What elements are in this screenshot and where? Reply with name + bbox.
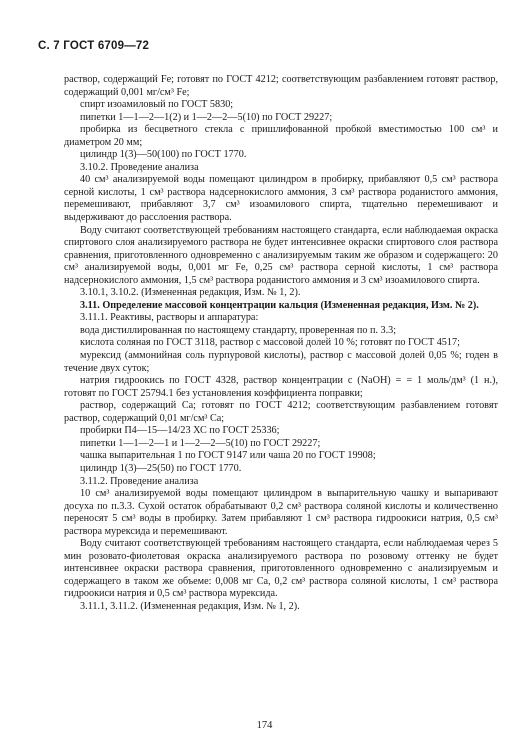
paragraph: 40 см³ анализируемой воды помещают цилиндром в пробирку, прибавляют 0,5 см³ раствора серной кислоты, 1 см³ раствора надсернокислого аммония, 3 см³ раствора роданистого аммония, перемешивают, прибавляют 3,7 см³ изоамилового спирта, тщательно перемешивают и выдерживают до расслоения раствора. — [64, 174, 498, 224]
body-text — [64, 74, 498, 614]
paragraph: 3.11.1, 3.11.2. (Измененная редакция, Изм. № 1, 2). — [80, 600, 300, 612]
paragraph: 3.10.1, 3.10.2. (Измененная редакция, Изм. № 1, 2). — [80, 287, 301, 299]
paragraph: Воду считают соответствующей требованиям настоящего стандарта, если наблюдаемая через 5 мин розовато-фиолетовая окраска анализируемого раствора по розовому оттенку не будет интенсивнее окраски раствора сравнения, приготовленного одновременно с анализируемым и содержащего в таком же объеме: 0,008 мг Са, 0,2 см³ раствора соляной кислоты, 1 см³ раствора гидроокиси натрия и 0,5 см³ раствора мурексида. — [64, 538, 498, 600]
paragraph: Воду считают соответствующей требованиям настоящего стандарта, если наблюдаемая окраска спиртового слоя анализируемого раствора не будет интенсивнее окраски спиртового слоя раствора сравнения, приготовленного одновременно с анализируемым таким же образом и содержащего: 20 см³ анализируемой воды, 0,001 мг Fe, 0,25 см³ раствора серной кислоты, 1 см³ раствора надсернокислого аммония, 1,5 см³ раствора роданистого аммония и 3 см³ изоамилового спирта. — [64, 224, 498, 286]
paragraph: 3.11.2. Проведение анализа — [80, 475, 199, 487]
paragraph: чашка выпарительная 1 по ГОСТ 9147 или чаша 20 по ГОСТ 19908; — [80, 450, 376, 462]
paragraph: пробирка из бесцветного стекла с пришлифованной пробкой вместимостью 100 см³ и диаметром 20 мм; — [64, 124, 498, 148]
running-header: С. 7 ГОСТ 6709—72 — [38, 40, 150, 52]
paragraph: цилиндр 1(3)—50(100) по ГОСТ 1770. — [80, 149, 247, 161]
paragraph: 3.11. Определение массовой концентрации кальция (Измененная редакция, Изм. № 2). — [80, 299, 479, 311]
paragraph: пробирки П4—15—14/23 ХС по ГОСТ 25336; — [80, 425, 280, 437]
paragraph: мурексид (аммонийная соль пурпуровой кислоты), раствор с массовой долей 0,05 %; годен в течение двух суток; — [64, 350, 498, 374]
paragraph: раствор, содержащий Са; готовят по ГОСТ 4212; соответствующим разбавлением готовят раствор, содержащий 0,01 мг/см³ Са; — [64, 400, 498, 424]
paragraph: натрия гидроокись по ГОСТ 4328, раствор концентрации c (NaOH) = = 1 моль/дм³ (1 н.), готовят по ГОСТ 25794.1 без установления коэффициента поправки; — [64, 375, 498, 399]
paragraph: спирт изоамиловый по ГОСТ 5830; — [80, 99, 234, 111]
paragraph: пипетки 1—1—2—1(2) и 1—2—2—5(10) по ГОСТ 29227; — [80, 111, 333, 123]
paragraph: 3.10.2. Проведение анализа — [80, 161, 199, 173]
paragraph: вода дистиллированная по настоящему стандарту, проверенная по п. 3.3; — [80, 324, 397, 336]
paragraph: пипетки 1—1—2—1 и 1—2—2—5(10) по ГОСТ 29227; — [80, 437, 321, 449]
paragraph: раствор, содержащий Fe; готовят по ГОСТ 4212; соответствующим разбавлением готовят раствор, содержащий 0,001 мг/см³ Fe; — [64, 74, 498, 98]
paragraph: 3.11.1. Реактивы, растворы и аппаратура: — [80, 312, 259, 324]
paragraph: 10 см³ анализируемой воды помещают цилиндром в выпарительную чашку и выпаривают досуха по п.3.3. Сухой остаток обрабатывают 0,2 см³ раствора соляной кислоты и количественно переносят 5 см³ воды в пробирку. Затем прибавляют 1 см³ раствора гидроокиси натрия, 0,5 см³ раствора мурексида и перемешивают. — [64, 488, 498, 537]
page-number: 174 — [256, 720, 273, 731]
paragraph: кислота соляная по ГОСТ 3118, раствор с массовой долей 10 %; готовят по ГОСТ 4517; — [80, 337, 460, 349]
paragraph: цилиндр 1(3)—25(50) по ГОСТ 1770. — [80, 462, 242, 474]
